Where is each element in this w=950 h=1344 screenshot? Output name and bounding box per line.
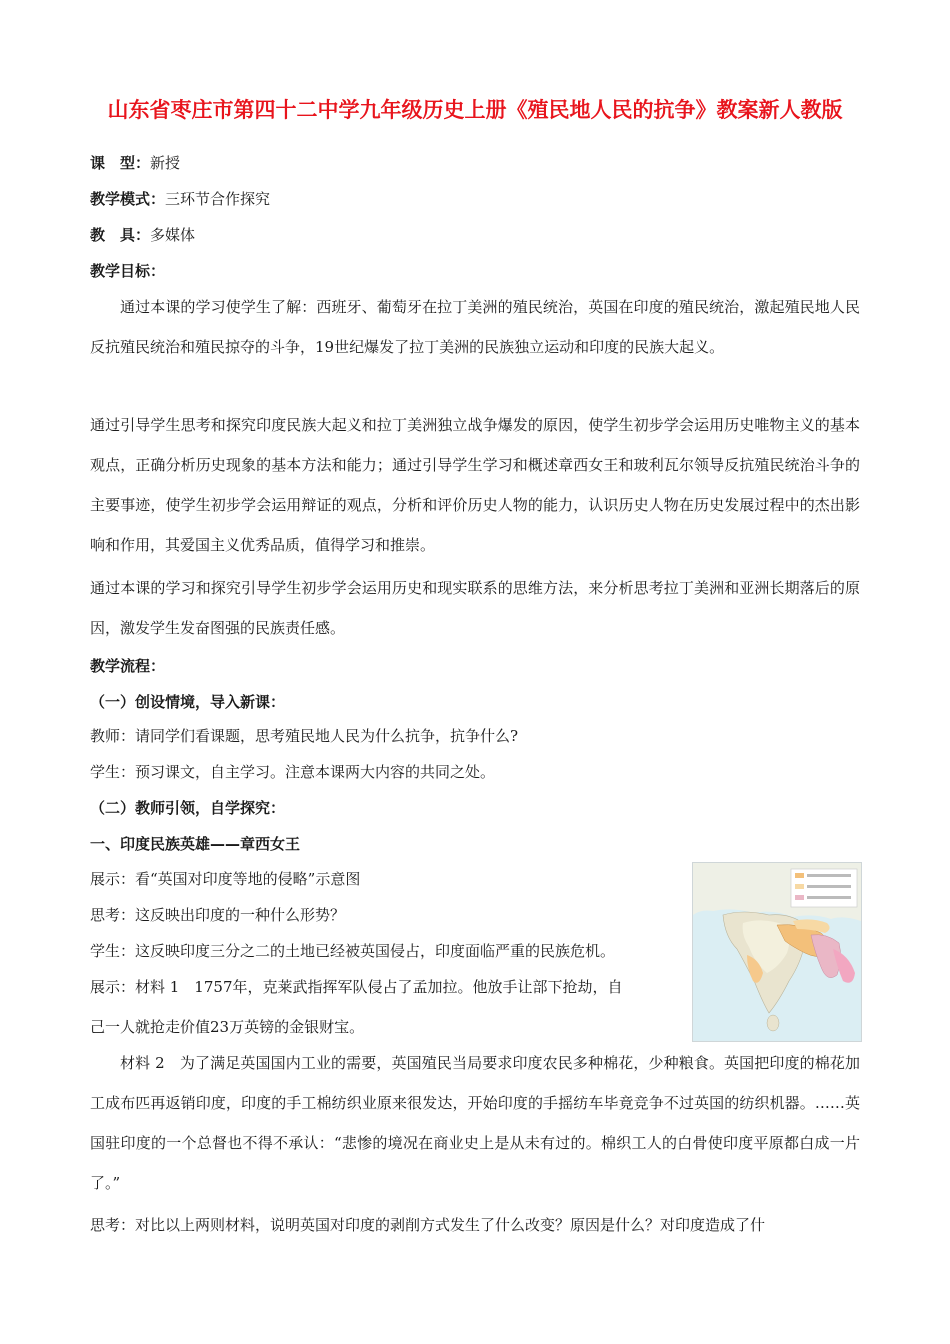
document-title: 山东省枣庄市第四十二中学九年级历史上册《殖民地人民的抗争》教案新人教版 — [107, 98, 843, 122]
process-heading: 教学流程： — [90, 657, 166, 675]
section-1-heading: （一）创设情境，导入新课： — [90, 693, 286, 711]
material-1-line-b: 己一人就抢走价值23万英镑的金银财宝。 — [90, 1018, 365, 1036]
teaching-mode — [90, 189, 270, 209]
topic-1-heading: 一、印度民族英雄——章西女王 — [90, 835, 301, 853]
teaching-tools-label: 教 具： — [90, 226, 151, 244]
map-graphic — [693, 863, 861, 1041]
teaching-tools — [90, 225, 195, 245]
student-line-1: 学生：预习课文，自主学习。注意本课两大内容的共同之处。 — [90, 763, 496, 781]
teacher-line-1: 教师：请同学们看课题，思考殖民地人民为什么抗争，抗争什么? — [90, 727, 519, 745]
goal-paragraph-3: 通过本课的学习和探究引导学生初步学会运用历史和现实联系的思维方法，来分析思考拉丁美洲和亚洲长期落后的原因，激发学生发奋图强的民族责任感。 — [90, 579, 860, 637]
material-2-paragraph: 材料 2 为了满足英国国内工业的需要，英国殖民当局要求印度农民多种棉花，少种粮食。英国把印度的棉花加工成布匹再返销印度，印度的手工棉纺织业原来很发达，开始印度的手摇纺车毕竟竞争不过英国的纺织机器。……英国驻印度的一个总督也不得不承认：“悲惨的境况在商业史上是从未有过的。棉织工人的白骨使印度平原都白成一片了。” — [90, 1054, 860, 1192]
material-1-line-a: 展示：材料 1 1757年，克莱武指挥军队侵占了孟加拉。他放手让部下抢劫，自 — [90, 978, 623, 996]
teaching-mode-value: 三环节合作探究 — [165, 190, 271, 208]
think-line-1: 思考：这反映出印度的一种什么形势？ — [90, 906, 346, 924]
section-2-heading: （二）教师引领，自学探究： — [90, 799, 286, 817]
think-line-2: 思考：对比以上两则材料，说明英国对印度的剥削方式发生了什么改变？原因是什么？对印度造成了什 — [90, 1216, 766, 1234]
teaching-mode-label: 教学模式： — [90, 190, 166, 208]
student-line-2: 学生：这反映印度三分之二的土地已经被英国侵占，印度面临严重的民族危机。 — [90, 942, 616, 960]
goal-paragraph-1: 通过本课的学习使学生了解：西班牙、葡萄牙在拉丁美洲的殖民统治，英国在印度的殖民统治，激起殖民地人民反抗殖民统治和殖民掠夺的斗争，19世纪爆发了拉丁美洲的民族独立运动和印度的民族大起义。 — [90, 298, 860, 356]
lesson-type-value: 新授 — [150, 154, 181, 172]
lesson-type-label: 课 型： — [90, 154, 151, 172]
show-line-1: 展示：看“英国对印度等地的侵略”示意图 — [90, 870, 361, 888]
india-invasion-map — [692, 862, 862, 1042]
goals-heading: 教学目标： — [90, 262, 166, 280]
goal-paragraph-2: 通过引导学生思考和探究印度民族大起义和拉丁美洲独立战争爆发的原因，使学生初步学会运用历史唯物主义的基本观点，正确分析历史现象的基本方法和能力；通过引导学生学习和概述章西女王和玻利瓦尔领导反抗殖民统治斗争的主要事迹，使学生初步学会运用辩证的观点，分析和评价历史人物的能力，认识历史人物在历史发展过程中的杰出影响和作用，其爱国主义优秀品质，值得学习和推崇。 — [90, 416, 860, 554]
lesson-type — [90, 153, 180, 173]
teaching-tools-value: 多媒体 — [150, 226, 196, 244]
